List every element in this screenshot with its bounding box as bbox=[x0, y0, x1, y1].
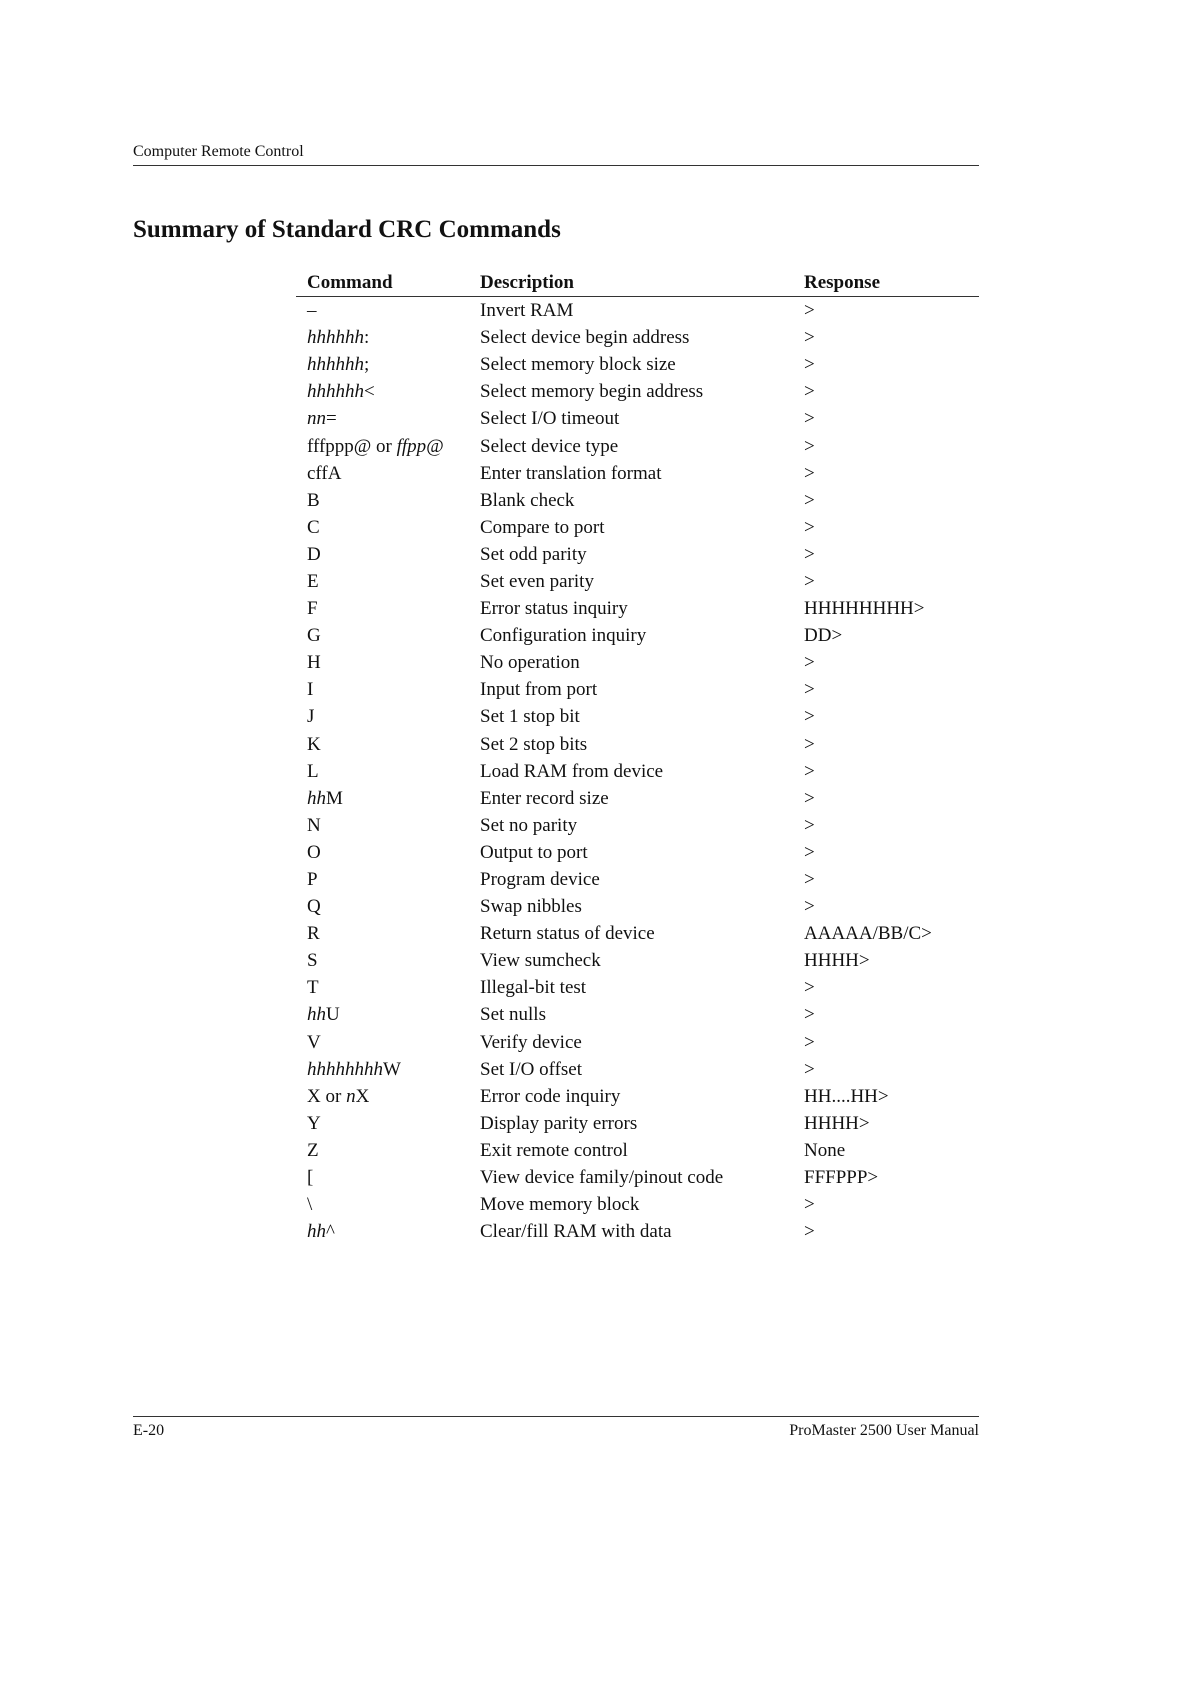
command-cell bbox=[296, 839, 469, 866]
response-cell: > bbox=[804, 381, 815, 403]
command-text: P bbox=[307, 869, 318, 891]
response-cell: > bbox=[804, 543, 815, 565]
command-text: H bbox=[307, 652, 321, 674]
command-cell bbox=[296, 731, 469, 758]
response-cell: > bbox=[804, 841, 815, 863]
command-cell bbox=[296, 514, 469, 541]
description-cell: Set nulls bbox=[480, 1004, 546, 1026]
command-cell bbox=[296, 405, 469, 432]
command-text: ; bbox=[364, 354, 370, 376]
table-row bbox=[296, 568, 979, 595]
description-cell: Enter record size bbox=[480, 787, 609, 809]
table-row bbox=[296, 1218, 979, 1245]
table-row bbox=[296, 1056, 979, 1083]
command-text: L bbox=[307, 760, 319, 782]
command-text: Y bbox=[307, 1112, 321, 1134]
response-cell: HH....HH> bbox=[804, 1085, 889, 1107]
table-row bbox=[296, 703, 979, 730]
description-cell: Blank check bbox=[480, 489, 575, 511]
command-cell bbox=[296, 568, 469, 595]
command-parameter: hh bbox=[307, 787, 326, 809]
description-cell: Return status of device bbox=[480, 923, 655, 945]
command-cell bbox=[296, 920, 469, 947]
table-row bbox=[296, 1191, 979, 1218]
command-cell bbox=[296, 487, 469, 514]
command-text: S bbox=[307, 950, 318, 972]
command-cell bbox=[296, 1083, 469, 1110]
description-cell: Verify device bbox=[480, 1031, 582, 1053]
response-cell: > bbox=[804, 1004, 815, 1026]
page-number: E-20 bbox=[133, 1422, 165, 1439]
description-cell: Swap nibbles bbox=[480, 896, 582, 918]
description-cell: View device family/pinout code bbox=[480, 1167, 724, 1189]
command-cell bbox=[296, 758, 469, 785]
command-cell bbox=[296, 974, 469, 1001]
description-cell: Set even parity bbox=[480, 570, 594, 592]
description-cell: Exit remote control bbox=[480, 1139, 628, 1161]
command-text: M bbox=[326, 787, 343, 809]
response-cell: > bbox=[804, 1194, 815, 1216]
page-title: Summary of Standard CRC Commands bbox=[133, 216, 561, 243]
table-row bbox=[296, 758, 979, 785]
command-parameter: hh bbox=[307, 1004, 326, 1026]
command-cell bbox=[296, 378, 469, 405]
table-row bbox=[296, 893, 979, 920]
command-text: X bbox=[355, 1085, 370, 1107]
command-cell bbox=[296, 785, 469, 812]
column-header-description: Description bbox=[469, 270, 793, 297]
table-row bbox=[296, 297, 979, 325]
response-cell: > bbox=[804, 489, 815, 511]
response-cell: FFFPPP> bbox=[804, 1167, 879, 1189]
response-cell: AAAAA/BB/C> bbox=[804, 923, 932, 945]
command-cell bbox=[296, 541, 469, 568]
command-cell bbox=[296, 893, 469, 920]
command-text: \ bbox=[307, 1194, 313, 1216]
table-row bbox=[296, 405, 979, 432]
table-row bbox=[296, 785, 979, 812]
table-row bbox=[296, 1164, 979, 1191]
description-cell: Program device bbox=[480, 869, 600, 891]
command-text: F bbox=[307, 598, 318, 620]
command-text: C bbox=[307, 516, 320, 538]
command-text: : bbox=[364, 327, 370, 349]
commands-table bbox=[296, 270, 979, 1245]
command-text: fffppp@ or bbox=[307, 435, 397, 457]
command-text: D bbox=[307, 543, 321, 565]
command-text: I bbox=[307, 679, 314, 701]
column-header-command: Command bbox=[296, 270, 469, 297]
table-row bbox=[296, 324, 979, 351]
header-rule bbox=[133, 165, 979, 166]
table-row bbox=[296, 432, 979, 459]
command-text: = bbox=[326, 408, 337, 430]
command-cell bbox=[296, 703, 469, 730]
response-cell: > bbox=[804, 1058, 815, 1080]
response-cell: > bbox=[804, 814, 815, 836]
description-cell: Set odd parity bbox=[480, 543, 587, 565]
description-cell: Load RAM from device bbox=[480, 760, 664, 782]
response-cell: > bbox=[804, 706, 815, 728]
command-cell bbox=[296, 1218, 469, 1245]
response-cell: > bbox=[804, 869, 815, 891]
description-cell: Move memory block bbox=[480, 1194, 640, 1216]
table-row bbox=[296, 1083, 979, 1110]
command-cell bbox=[296, 649, 469, 676]
response-cell: > bbox=[804, 570, 815, 592]
command-cell bbox=[296, 866, 469, 893]
table-row bbox=[296, 622, 979, 649]
description-cell: Output to port bbox=[480, 841, 588, 863]
response-cell: > bbox=[804, 435, 815, 457]
table-row bbox=[296, 649, 979, 676]
description-cell: Invert RAM bbox=[480, 300, 574, 322]
command-text: J bbox=[307, 706, 315, 728]
running-head: Computer Remote Control bbox=[133, 143, 304, 160]
description-cell: No operation bbox=[480, 652, 580, 674]
response-cell: > bbox=[804, 977, 815, 999]
description-cell: Set no parity bbox=[480, 814, 578, 836]
command-cell bbox=[296, 1056, 469, 1083]
table-row bbox=[296, 351, 979, 378]
description-cell: Select I/O timeout bbox=[480, 408, 620, 430]
command-parameter: hhhhhh bbox=[307, 381, 364, 403]
response-cell: HHHH> bbox=[804, 1112, 870, 1134]
response-cell: > bbox=[804, 408, 815, 430]
response-cell: DD> bbox=[804, 625, 843, 647]
command-text: U bbox=[326, 1004, 340, 1026]
table-row bbox=[296, 866, 979, 893]
description-cell: Illegal-bit test bbox=[480, 977, 587, 999]
command-cell bbox=[296, 1137, 469, 1164]
footer-rule bbox=[133, 1416, 979, 1417]
command-text: O bbox=[307, 841, 321, 863]
command-text: B bbox=[307, 489, 320, 511]
description-cell: Error status inquiry bbox=[480, 598, 628, 620]
description-cell: Enter translation format bbox=[480, 462, 662, 484]
table-row bbox=[296, 920, 979, 947]
command-cell bbox=[296, 324, 469, 351]
response-cell: > bbox=[804, 679, 815, 701]
command-cell bbox=[296, 812, 469, 839]
description-cell: Compare to port bbox=[480, 516, 605, 538]
response-cell: > bbox=[804, 787, 815, 809]
command-cell bbox=[296, 1191, 469, 1218]
table-row bbox=[296, 378, 979, 405]
command-text: ^ bbox=[326, 1221, 335, 1243]
description-cell: Select memory begin address bbox=[480, 381, 704, 403]
table-row bbox=[296, 947, 979, 974]
description-cell: Clear/fill RAM with data bbox=[480, 1221, 672, 1243]
description-cell: Set I/O offset bbox=[480, 1058, 583, 1080]
command-parameter: n bbox=[346, 1085, 356, 1107]
command-cell bbox=[296, 297, 469, 325]
table-row bbox=[296, 541, 979, 568]
table-row bbox=[296, 1001, 979, 1028]
command-text: E bbox=[307, 570, 319, 592]
response-cell: > bbox=[804, 516, 815, 538]
description-cell: Display parity errors bbox=[480, 1112, 638, 1134]
command-parameter: nn bbox=[307, 408, 326, 430]
manual-title: ProMaster 2500 User Manual bbox=[789, 1422, 979, 1439]
table-row bbox=[296, 812, 979, 839]
command-text: N bbox=[307, 814, 321, 836]
command-cell bbox=[296, 351, 469, 378]
description-cell: Select device type bbox=[480, 435, 619, 457]
table-header-row bbox=[296, 270, 979, 297]
command-cell bbox=[296, 1029, 469, 1056]
column-header-response: Response bbox=[793, 270, 979, 297]
command-text: W bbox=[383, 1058, 401, 1080]
command-cell bbox=[296, 947, 469, 974]
table-row bbox=[296, 514, 979, 541]
response-cell: > bbox=[804, 327, 815, 349]
command-cell bbox=[296, 676, 469, 703]
command-text: cffA bbox=[307, 462, 342, 484]
table-row bbox=[296, 487, 979, 514]
description-cell: Set 2 stop bits bbox=[480, 733, 588, 755]
response-cell: > bbox=[804, 760, 815, 782]
table-row bbox=[296, 1137, 979, 1164]
command-text: G bbox=[307, 625, 321, 647]
command-parameter: hh bbox=[307, 1221, 326, 1243]
response-cell: HHHH> bbox=[804, 950, 870, 972]
command-text: R bbox=[307, 923, 320, 945]
description-cell: Input from port bbox=[480, 679, 598, 701]
command-parameter: hhhhhh bbox=[307, 354, 364, 376]
command-text: < bbox=[364, 381, 375, 403]
command-cell bbox=[296, 432, 469, 459]
command-parameter: hhhhhhhh bbox=[307, 1058, 383, 1080]
command-text: T bbox=[307, 977, 319, 999]
command-cell bbox=[296, 1001, 469, 1028]
response-cell: > bbox=[804, 462, 815, 484]
response-cell: > bbox=[804, 652, 815, 674]
response-cell: > bbox=[804, 300, 815, 322]
command-cell bbox=[296, 460, 469, 487]
table-row bbox=[296, 731, 979, 758]
command-text: X or bbox=[307, 1085, 347, 1107]
table-row bbox=[296, 839, 979, 866]
command-parameter: ffpp@ bbox=[396, 435, 444, 457]
response-cell: > bbox=[804, 733, 815, 755]
command-text: V bbox=[307, 1031, 321, 1053]
table-row bbox=[296, 1110, 979, 1137]
response-cell: > bbox=[804, 896, 815, 918]
command-cell bbox=[296, 1164, 469, 1191]
command-text: K bbox=[307, 733, 321, 755]
command-parameter: hhhhhh bbox=[307, 327, 364, 349]
description-cell: Configuration inquiry bbox=[480, 625, 647, 647]
response-cell: None bbox=[804, 1139, 846, 1161]
description-cell: Error code inquiry bbox=[480, 1085, 621, 1107]
response-cell: > bbox=[804, 354, 815, 376]
response-cell: HHHHHHHH> bbox=[804, 598, 925, 620]
command-cell bbox=[296, 1110, 469, 1137]
table-row bbox=[296, 460, 979, 487]
table-row bbox=[296, 595, 979, 622]
command-text: Z bbox=[307, 1139, 319, 1161]
command-text: Q bbox=[307, 896, 321, 918]
description-cell: Set 1 stop bit bbox=[480, 706, 580, 728]
response-cell: > bbox=[804, 1031, 815, 1053]
command-text: – bbox=[307, 300, 317, 322]
table-row bbox=[296, 1029, 979, 1056]
description-cell: Select memory block size bbox=[480, 354, 676, 376]
command-cell bbox=[296, 622, 469, 649]
table-row bbox=[296, 676, 979, 703]
description-cell: Select device begin address bbox=[480, 327, 690, 349]
response-cell: > bbox=[804, 1221, 815, 1243]
command-text: [ bbox=[307, 1167, 314, 1189]
command-cell bbox=[296, 595, 469, 622]
description-cell: View sumcheck bbox=[480, 950, 601, 972]
table-row bbox=[296, 974, 979, 1001]
